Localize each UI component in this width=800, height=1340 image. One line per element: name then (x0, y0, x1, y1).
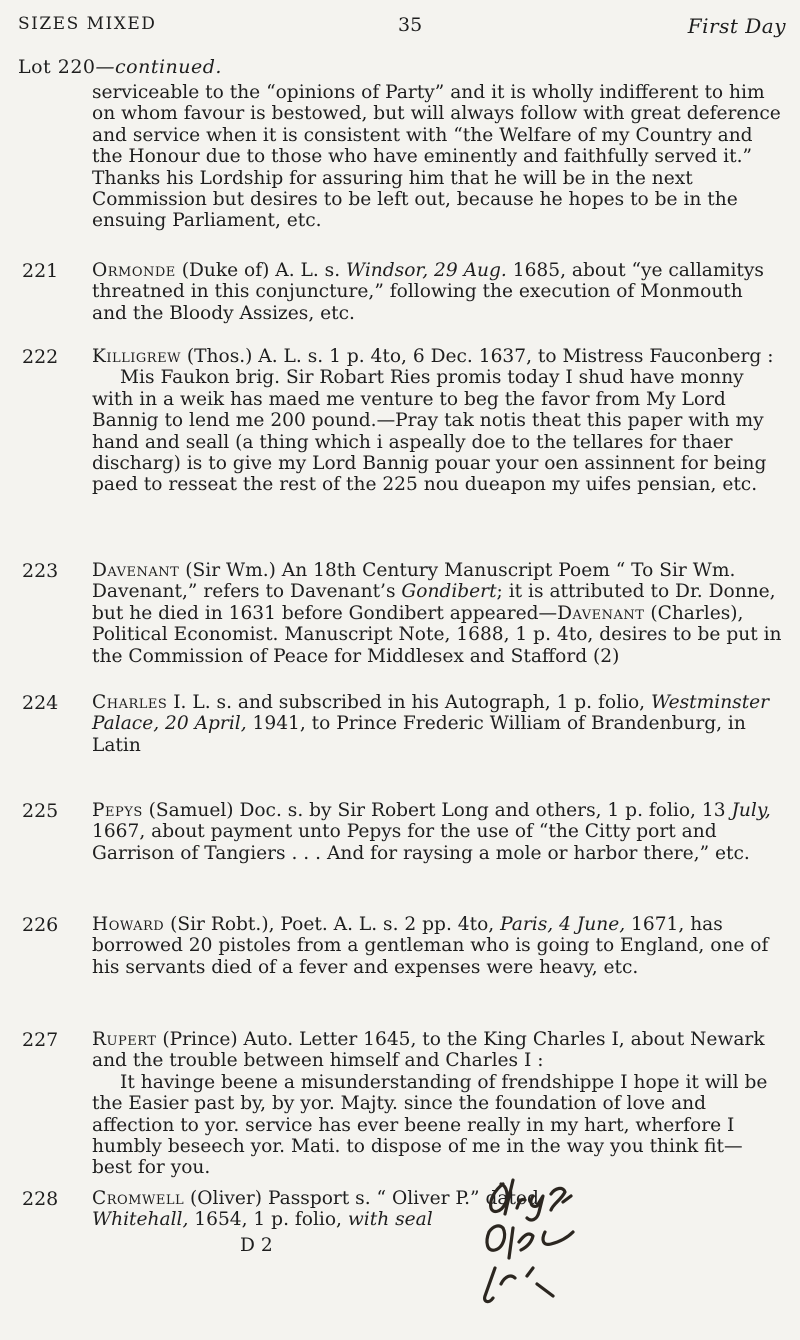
lot-number: 225 (22, 800, 59, 822)
lot-220-continuation (92, 82, 782, 232)
lot-description: Howard (Sir Robt.), Poet. A. L. s. 2 pp. 4to, Paris, 4 June, 1671, has borrowed 20 pistoles from a gentleman who is going to England, one of his servants died of a fever and expenses were heavy, etc. (92, 914, 769, 978)
header-section-label: SIZES MIXED (18, 14, 157, 34)
lot-number: 228 (22, 1188, 59, 1210)
lot-quotation: It havinge beene a misunderstanding of frendshippe I hope it will be the Easier past by, by yor. Majty. since the foundation of love and affection to yor. service has ever beene really in my hart, wherfore I humbly beseech yor. Mati. to dispose of me in the way you think fit—best for you. (92, 1071, 768, 1179)
lot-description: Ormonde (Duke of) A. L. s. Windsor, 29 Aug. 1685, about “ye callamitys threatned in this conjuncture,” following the execution of Monmouth and the Bloody Assizes, etc. (92, 260, 764, 324)
lot-heading-prefix: Lot 220 (18, 56, 96, 78)
lot-quotation: Mis Faukon brig. Sir Robart Ries promis today I shud have monny with in a weik has maed me venture to beg the favor from My Lord Bannig to lend me 200 pound.—Pray tak notis theat this paper with my hand and seall (a thing which i aspeally doe to the tellares for thaer discharg) is to give my Lord Bannig pouar your oen assinnent for being paed to resseat the rest of the 225 nou dueapon my uifes pensian, etc. (92, 367, 767, 496)
lot-description: Killigrew (Thos.) A. L. s. 1 p. 4to, 6 Dec. 1637, to Mistress Fauconberg : Mis Faukon brig. Sir Robart Ries promis today I shud have monny with in a weik has maed me venture to beg the favor from My Lord Bannig to lend me 200 pound.—Pray tak notis theat this paper with my hand and seall (a thing which i aspeally doe to the tellares for thaer discharg) is to give my Lord Bannig pouar your oen assinnent for being paed to resseat the rest of the 225 nou dueapon my uifes pensian, etc. (92, 346, 782, 496)
lot-220-heading (18, 56, 222, 78)
lot-author: Ormonde (92, 260, 176, 281)
lot-number: 224 (22, 692, 59, 714)
lot-number: 227 (22, 1029, 59, 1051)
lot-heading-suffix: —continued. (95, 56, 222, 78)
lot-author: Davenant (92, 560, 180, 581)
lot-description: Pepys (Samuel) Doc. s. by Sir Robert Long and others, 1 p. folio, 13 July, 1667, about payment unto Pepys for the use of “the Citty port and Garrison of Tangiers . . . And for raysing a mole or harbor there,” etc. (92, 800, 771, 864)
lot-description: Davenant (Sir Wm.) An 18th Century Manuscript Poem “ To Sir Wm. Davenant,” refers to Davenant’s Gondibert; it is attributed to Dr. Donne, but he died in 1631 before Gondibert appeared—Davenant (Charles), Political Economist. Manuscript Note, 1688, 1 p. 4to, desires to be put in the Commission of Peace for Middlesex and Stafford (2) (92, 560, 782, 667)
page-number: 35 (398, 14, 423, 36)
lot-description: Charles I. L. s. and subscribed in his Autograph, 1 p. folio, Westminster Palace, 20 April, 1941, to Prince Frederic William of Brandenburg, in Latin (92, 692, 770, 756)
lot-author: Pepys (92, 800, 143, 821)
lot-description: Cromwell (Oliver) Passport s. “ Oliver P.” dated Whitehall, 1654, 1 p. folio, with seal D 2 (92, 1188, 539, 1256)
continuation-paragraph: serviceable to the “opinions of Party” and it is wholly indifferent to him on whom favour is bestowed, but will always follow with great deference and service when it is consistent with “the Welfare of my Country and the Honour due to those who have eminently and faithfully served it.” Thanks his Lordship for assuring him that he will be in the next Commission but desires to be left out, because he hopes to be in the ensuing Parliament, etc. (92, 82, 781, 232)
lot-author: Howard (92, 914, 165, 935)
item-count: (2) (593, 645, 620, 667)
page-header (18, 14, 786, 38)
lot-author: Killigrew (92, 346, 181, 367)
lot-number: 222 (22, 346, 59, 368)
lot-author: Charles (92, 692, 168, 713)
lot-author: Rupert (92, 1029, 157, 1050)
lot-number: 221 (22, 260, 59, 282)
handwritten-signature (455, 1172, 675, 1322)
catalog-reference: D 2 (240, 1234, 273, 1256)
lot-number: 223 (22, 560, 59, 582)
lot-number: 226 (22, 914, 59, 936)
header-day-label: First Day (687, 14, 786, 38)
lot-author: Cromwell (92, 1188, 185, 1209)
lot-description: Rupert (Prince) Auto. Letter 1645, to the King Charles I, about Newark and the trouble between himself and Charles I : It havinge beene a misunderstanding of frendshippe I hope it will be the Easier past by, by yor. Majty. since the foundation of love and affection to yor. service has ever beene really in my hart, wherfore I humbly beseech yor. Mati. to dispose of me in the way you think fit—best for you. (92, 1029, 782, 1179)
